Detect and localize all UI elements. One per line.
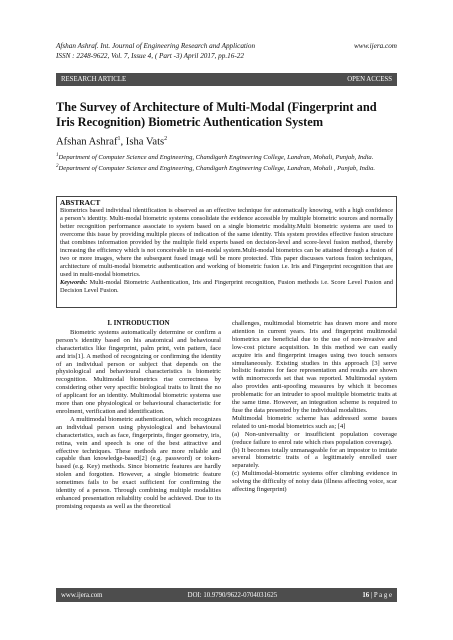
running-header (56, 41, 397, 61)
intro-paragraph-1: Biometric systems automatically determine or confirm a person’s identity based on his anatomical and behavioural characteristics like fingerprint, palm print, vein pattern, face and iris[1]. A method of recognizing or confirming the identity of an individual person or subject that depends on the physiological and behavioural characteristics is biometric recognition. Multimodal biometrics rise correctness by considering other very specific biological traits to limit the no of applicant for an identity. Multimodal biometric systems use more than one physiological or behavioural characteristic for enrolment, verification and identification. (56, 328, 221, 415)
keywords (60, 279, 393, 295)
list-item-b: (b) It becomes totally unmanageable for an impostor to imitate several biometric traits of a legitimately enrolled user separately. (232, 446, 397, 470)
open-access-label: OPEN ACCESS (347, 76, 392, 83)
author-2: , Isha Vats (120, 136, 165, 148)
research-article-label: RESEARCH ARTICLE (61, 76, 127, 83)
footer-bar (56, 588, 397, 602)
affiliations (56, 152, 397, 174)
author-1-sup: 1 (117, 136, 121, 142)
issn-line: ISSN : 2248-9622, Vol. 7, Issue 4, ( Part -3) April 2017, pp.16-22 (56, 52, 244, 60)
article-type-banner (56, 73, 397, 86)
intro-paragraph-2: A multimodal biometric authentication, which recognizes an individual person using physiological and behavioural characteristics, such as face, fingerprints, finger geometry, iris, retina, vein and speech is one of the best attractive and effective techniques. These methods are more reliable and capable than knowledge-based[2] (e.g. password) or token-based (e.g. Key) methods. Since biometric features are hardly stolen and forgotten. However, a single biometric feature sometimes fails to be exact sufficient for confirming the identity of a person. Through combining multiple modalities enhanced presentation reliability could be achieved. Due to its promising requests as well as the theoretical (56, 415, 221, 510)
footer-website[interactable]: www.ijera.com (61, 591, 103, 599)
list-item-c: (c) Multimodal-biometric systems offer climbing evidence in solving the difficulty of noisy data (illness affecting voice, scar affecting fingerprint) (232, 470, 397, 494)
author-2-sup: 2 (164, 136, 168, 142)
author-line (56, 136, 167, 148)
author-1: Afshan Ashraf (56, 136, 118, 148)
intro-paragraph-3: challenges, multimodal biometric has drawn more and more attention in current years. Iris and fingerprint multimodal biometrics are beneficial due to the use of non-invasive and low-cost picture acquisition. In this method we can easily acquire iris and fingerprint images using two touch sensors simultaneously. Existing studies in this approach [3] serve holistic features for face representation and results are shown with minorrecords set that was reported. Multimodal system also provides anti-spoofing measures by which it becomes problematic for an intruder to spool multiple biometric traits at the same time. However, an integration scheme is required to fuse the data presented by the individual modalities. (232, 320, 397, 414)
journal-name: Afshan Ashraf. Int. Journal of Engineering Research and Application (56, 42, 256, 50)
left-column (56, 320, 221, 511)
section-heading-introduction: I. INTRODUCTION (107, 319, 170, 327)
abstract-text: Biometrics based individual identification is observed as an effective technique for automatically knowing, with a high confidence a person’s identity. Multi-modal biometric systems consolidate the evidence accessible by multiple biometric sources and normally better recognition performance associate to system based on a single biometric modality.Multi biometric systems are used to overcome this issue by providing multiple pieces of indication of the same identity. This system provides effective fusion structure that combines information provided by the multiple field experts based on decision-level and score-level fusion method, thereby increasing the efficiency which is not conceivable in uni-modal system.Multi-modal biometrics can be attained through a fusion of two or more images, where the subsequent fused image will be more protected. This paper discusses various fusion techniques, architecture of multi-modal biometric authentication and working of biometric fusion i.e. Iris and Fingerprint recognition that are used in multi-modal biometrics. (60, 207, 393, 278)
abstract-heading: ABSTRACT (60, 198, 101, 207)
footer-doi[interactable]: DOI: 10.9790/9622-0704031625 (187, 591, 278, 599)
keywords-label: Keywords: (60, 279, 88, 286)
abstract-box (56, 196, 397, 308)
affiliation-2: $^2$Department of Computer Science and Engineering, Chandigarh Engineering College, Landran, Mohali , Punjab, India. (56, 163, 376, 172)
journal-website[interactable]: www.ijera.com (354, 42, 397, 50)
intro-paragraph-4: Multimodal biometric scheme has addressed some issues related to uni-modal biometrics such as; [4] (232, 414, 397, 430)
list-item-a: (a) Non-universality or insufficient population coverage (reduce failure to enrol rate which rises population coverage). (232, 430, 397, 446)
paper-title: The Survey of Architecture of Multi-Modal (Fingerprint and Iris Recognition) Biometric Authentication System (56, 100, 377, 129)
page-number: 16 | P a g e (362, 591, 392, 599)
keywords-text: Multi-modal Biometric Authentication, Iris and Fingerprint recognition, Fusion methods i.e. Score Level Fusion and Decision Level Fusion. (60, 279, 393, 294)
affiliation-1: $^1$Department of Computer Science and Engineering, Chandigarh Engineering College, Landran, Mohali, Punjab, India. (56, 153, 374, 162)
right-column (232, 320, 397, 494)
